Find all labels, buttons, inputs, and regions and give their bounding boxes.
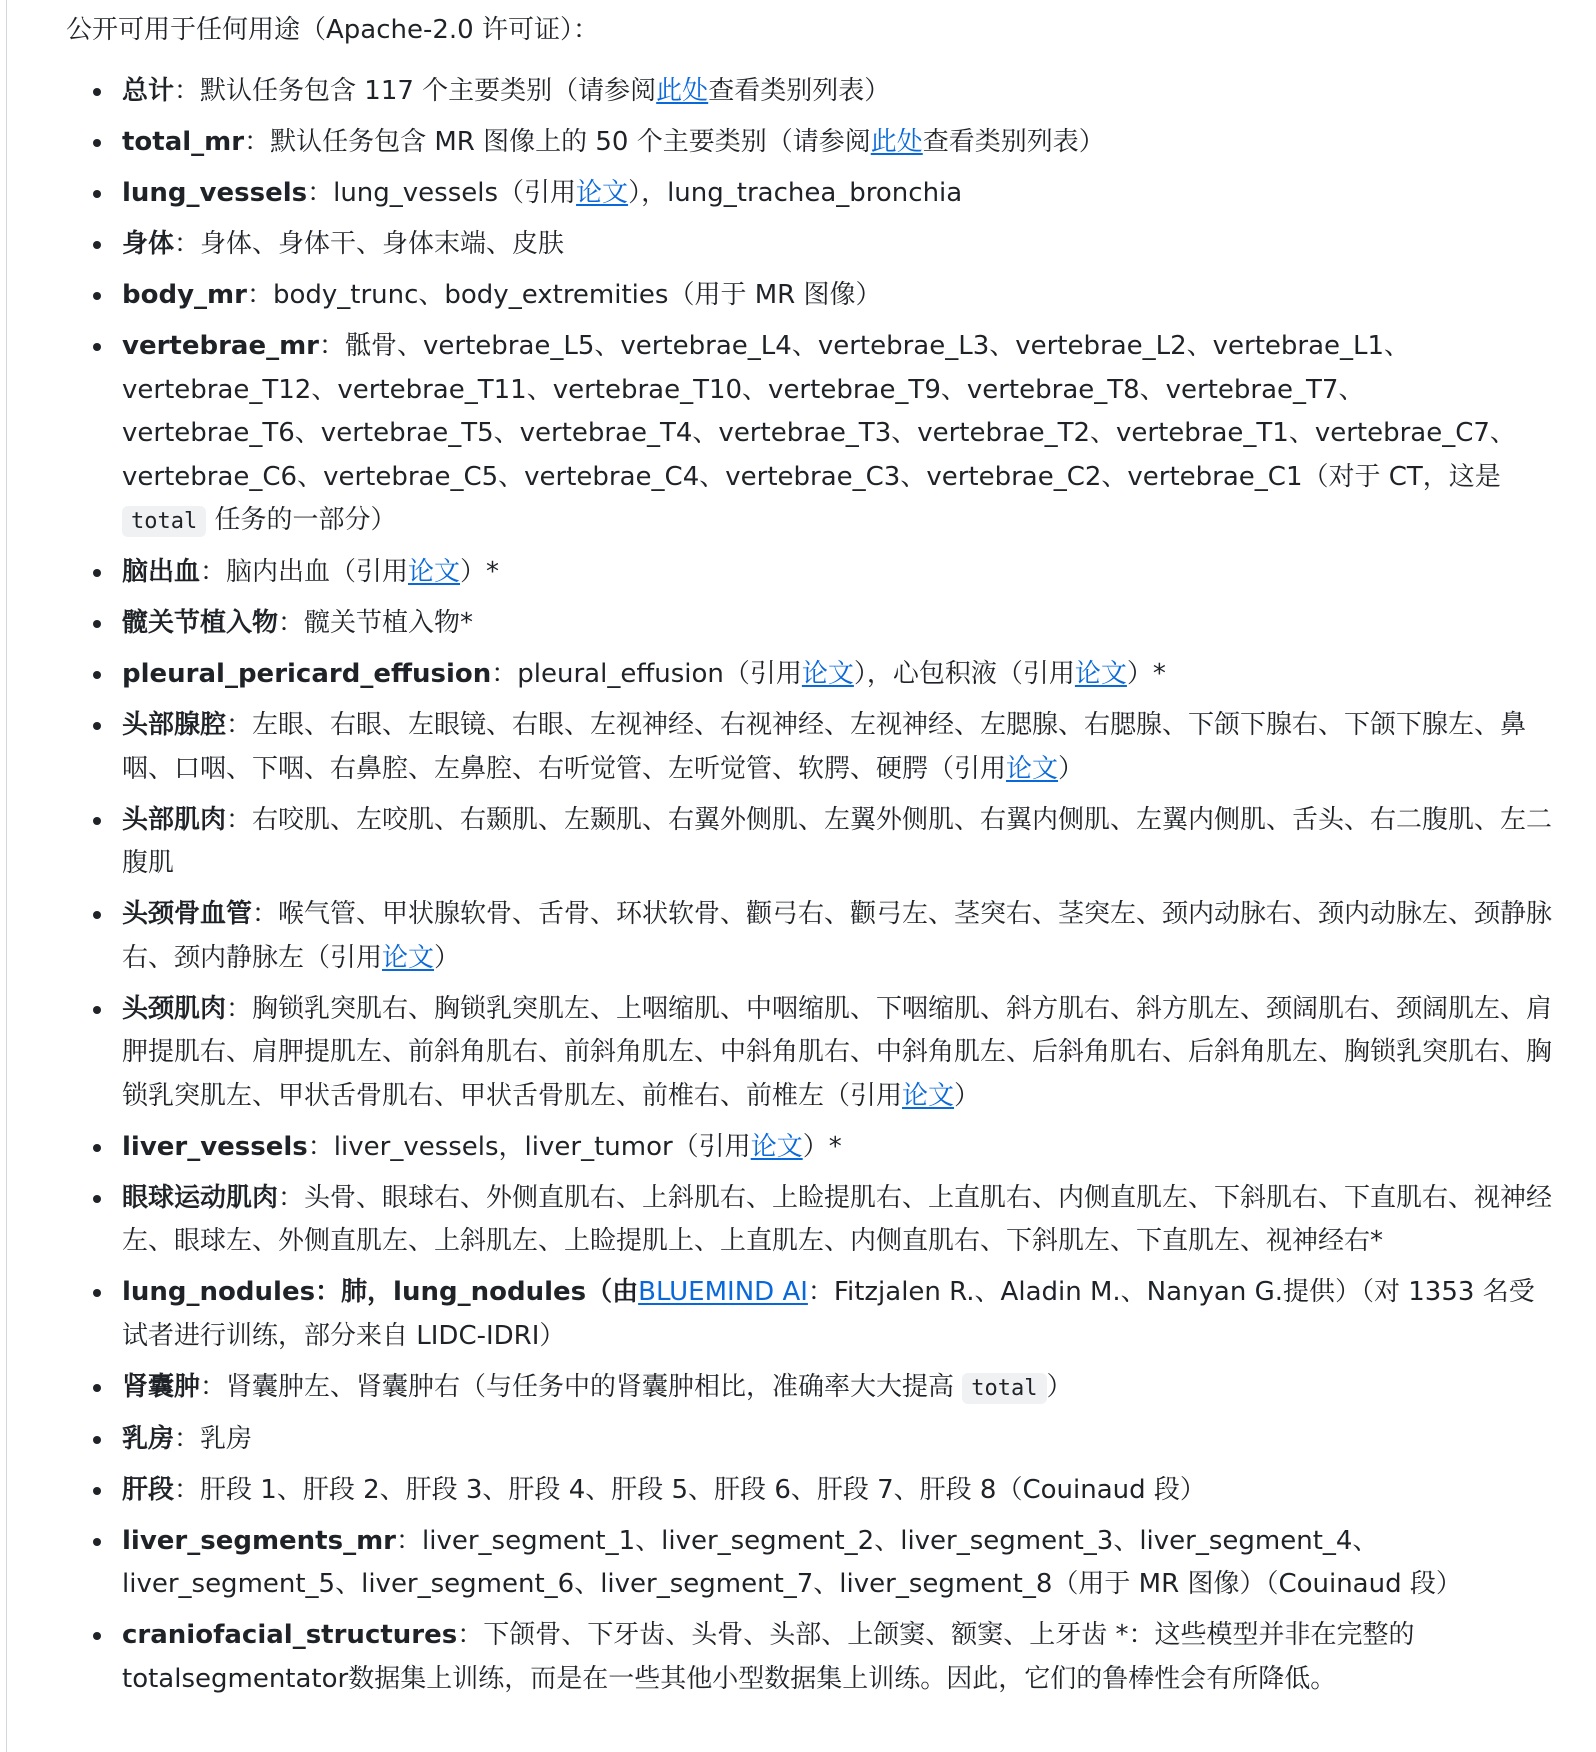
item-link[interactable]: 此处 — [870, 127, 923, 157]
item-text: ：身体、身体干、身体末端、皮肤 — [174, 229, 565, 259]
item-term: body_mr — [122, 280, 247, 310]
item-term: 头部肌肉 — [122, 804, 227, 835]
item-term: liver_vessels — [122, 1131, 308, 1162]
item-term: 总计 — [122, 76, 175, 106]
inline-code: total — [962, 1373, 1046, 1404]
document-content — [66, 8, 1556, 1709]
item-term: craniofacial_structures — [122, 1620, 458, 1650]
list-item — [122, 1271, 1556, 1358]
item-link[interactable]: 论文 — [576, 178, 629, 208]
item-text: ：肾囊肿左、肾囊肿右（与任务中的肾囊肿相比，准确率大大提高 — [200, 1371, 955, 1402]
list-item — [122, 1126, 1556, 1170]
item-term: 头颈骨血管 — [122, 899, 253, 929]
item-tail-2: ）* — [1126, 659, 1166, 689]
item-term: pleural_pericard_effusion — [122, 659, 492, 689]
list-item — [122, 551, 1556, 595]
item-tail: 查看类别列表） — [708, 76, 891, 106]
item-term: 身体 — [122, 229, 175, 259]
intro-text: 公开可用于任何用途（Apache-2.0 许可证）： — [66, 15, 599, 45]
item-tail: ） — [1046, 1371, 1073, 1402]
list-item — [122, 1520, 1556, 1607]
item-text: ：喉气管、甲状腺软骨、舌骨、环状软骨、颧弓右、颧弓左、茎突右、茎突左、颈内动脉右、颈内动脉左、颈静脉右、颈内静脉左（引用 — [122, 899, 1553, 973]
item-term: 脑出血 — [122, 557, 201, 587]
item-tail: ：Fitzjalen R.、Aladin M.、Nanyan G.提供）（对 1353 名受试者进行训练，部分来自 LIDC-IDRI） — [122, 1277, 1535, 1351]
list-item — [122, 799, 1556, 886]
item-link[interactable]: 论文 — [902, 1080, 955, 1111]
item-tail: ），心包积液（引用 — [853, 659, 1075, 689]
item-term: 头颈肌肉 — [122, 993, 227, 1024]
item-term: 乳房 — [122, 1423, 175, 1454]
item-text: ：脑内出血（引用 — [200, 557, 409, 587]
item-text: ：肝段 1、肝段 2、肝段 3、肝段 4、肝段 5、肝段 6、肝段 7、肝段 8（Couinaud 段） — [174, 1474, 1206, 1505]
list-item — [122, 1177, 1556, 1264]
item-text: ：lung_vessels（引用 — [307, 178, 577, 208]
inline-code: total — [122, 506, 206, 537]
item-link-2[interactable]: 论文 — [1074, 659, 1127, 689]
task-list — [66, 70, 1556, 1701]
item-tail: 查看类别列表） — [922, 127, 1105, 157]
list-item — [122, 1366, 1556, 1411]
item-text: ：body_trunc、body_extremities（用于 MR 图像） — [246, 280, 882, 310]
item-link[interactable]: 论文 — [382, 942, 435, 973]
item-text: ：胸锁乳突肌右、胸锁乳突肌左、上咽缩肌、中咽缩肌、下咽缩肌、斜方肌右、斜方肌左、颈阔肌右、颈阔肌左、肩胛提肌右、肩胛提肌左、前斜角肌右、前斜角肌左、中斜角肌右、中斜角肌左、后斜角肌右、后斜角肌左、胸锁乳突肌右、胸锁乳突肌左、甲状舌骨肌右、甲状舌骨肌左、前椎右、前椎左（引用 — [122, 993, 1553, 1111]
item-text: ：下颌骨、下牙齿、头骨、头部、上颌窦、额窦、上牙齿 *：这些模型并非在完整的totalsegmentator数据集上训练，而是在一些其他小型数据集上训练。因此，它们的鲁棒性会有所降低。 — [122, 1620, 1415, 1694]
item-text: ：髋关节植入物* — [278, 608, 474, 638]
item-link[interactable]: 论文 — [801, 659, 854, 689]
item-tail: ）* — [802, 1131, 842, 1162]
item-text: ：pleural_effusion（引用 — [491, 659, 802, 689]
item-term: total_mr — [122, 127, 245, 157]
list-item — [122, 274, 1556, 318]
item-link[interactable]: 论文 — [1006, 753, 1059, 784]
list-item — [122, 1614, 1556, 1701]
item-tail: ） — [434, 942, 461, 973]
list-item — [122, 1469, 1556, 1513]
list-item — [122, 223, 1556, 267]
list-item — [122, 70, 1556, 114]
left-border — [6, 0, 7, 1752]
item-term: lung_vessels — [122, 178, 308, 208]
item-tail: ）* — [460, 557, 500, 587]
item-text: ：默认任务包含 117 个主要类别（请参阅 — [174, 76, 657, 106]
item-term: lung_nodules：肺，lung_nodules（由 — [122, 1277, 639, 1307]
list-item — [122, 325, 1556, 544]
bluemind-link[interactable]: BLUEMIND AI — [638, 1277, 808, 1307]
item-link[interactable]: 论文 — [408, 557, 461, 587]
item-term: 眼球运动肌肉 — [122, 1182, 279, 1213]
item-term: 头部腺腔 — [122, 710, 227, 740]
list-item — [122, 602, 1556, 646]
item-tail: ），lung_trachea_bronchia — [628, 178, 963, 208]
item-link[interactable]: 此处 — [656, 76, 709, 106]
list-item — [122, 121, 1556, 165]
list-item — [122, 988, 1556, 1119]
list-item — [122, 704, 1556, 791]
item-term: 肾囊肿 — [122, 1371, 201, 1402]
item-text: ：乳房 — [174, 1423, 253, 1454]
item-tail: ） — [954, 1080, 981, 1111]
item-text: ：liver_segment_1、liver_segment_2、liver_segment_3、liver_segment_4、liver_segment_5、liver_segment_6、liver_segment_7、liver_segment_8（用于 MR 图像）（Couinaud 段） — [122, 1525, 1462, 1599]
item-term: liver_segments_mr — [122, 1525, 397, 1556]
item-term: vertebrae_mr — [122, 331, 319, 361]
item-text: ：头骨、眼球右、外侧直肌右、上斜肌右、上睑提肌右、上直肌右、内侧直肌左、下斜肌右、下直肌右、视神经左、眼球左、外侧直肌左、上斜肌左、上睑提肌上、上直肌左、内侧直肌右、下斜肌左、下直肌左、视神经右* — [122, 1182, 1553, 1256]
list-item — [122, 893, 1556, 980]
item-text: ：骶骨、vertebrae_L5、vertebrae_L4、vertebrae_L3、vertebrae_L2、vertebrae_L1、vertebrae_T12、vertebrae_T11、vertebrae_T10、vertebrae_T9、vertebrae_T8、vertebrae_T7、vertebrae_T6、vertebrae_T5、vertebrae_T4、vertebrae_T3、vertebrae_T2、vertebrae_T1、vertebrae_C7、vertebrae_C6、vertebrae_C5、vertebrae_C4、vertebrae_C3、vertebrae_C2、vertebrae_C1（对于 CT，这是 — [122, 331, 1516, 492]
list-item — [122, 1418, 1556, 1462]
list-item — [122, 172, 1556, 216]
item-text: ：默认任务包含 MR 图像上的 50 个主要类别（请参阅 — [244, 127, 871, 157]
item-link[interactable]: 论文 — [750, 1131, 803, 1162]
item-term: 髋关节植入物 — [122, 608, 279, 638]
item-text: ：liver_vessels，liver_tumor（引用 — [307, 1131, 751, 1162]
item-text: ：左眼、右眼、左眼镜、右眼、左视神经、右视神经、左视神经、左腮腺、右腮腺、下颌下腺右、下颌下腺左、鼻咽、口咽、下咽、右鼻腔、左鼻腔、右听觉管、左听觉管、软腭、硬腭（引用 — [122, 710, 1527, 784]
item-tail: 任务的一部分） — [214, 505, 397, 535]
item-term: 肝段 — [122, 1474, 175, 1505]
list-item — [122, 653, 1556, 697]
item-tail: ） — [1058, 753, 1085, 784]
item-text: ：右咬肌、左咬肌、右颞肌、左颞肌、右翼外侧肌、左翼外侧肌、右翼内侧肌、左翼内侧肌、舌头、右二腹肌、左二腹肌 — [122, 804, 1553, 878]
